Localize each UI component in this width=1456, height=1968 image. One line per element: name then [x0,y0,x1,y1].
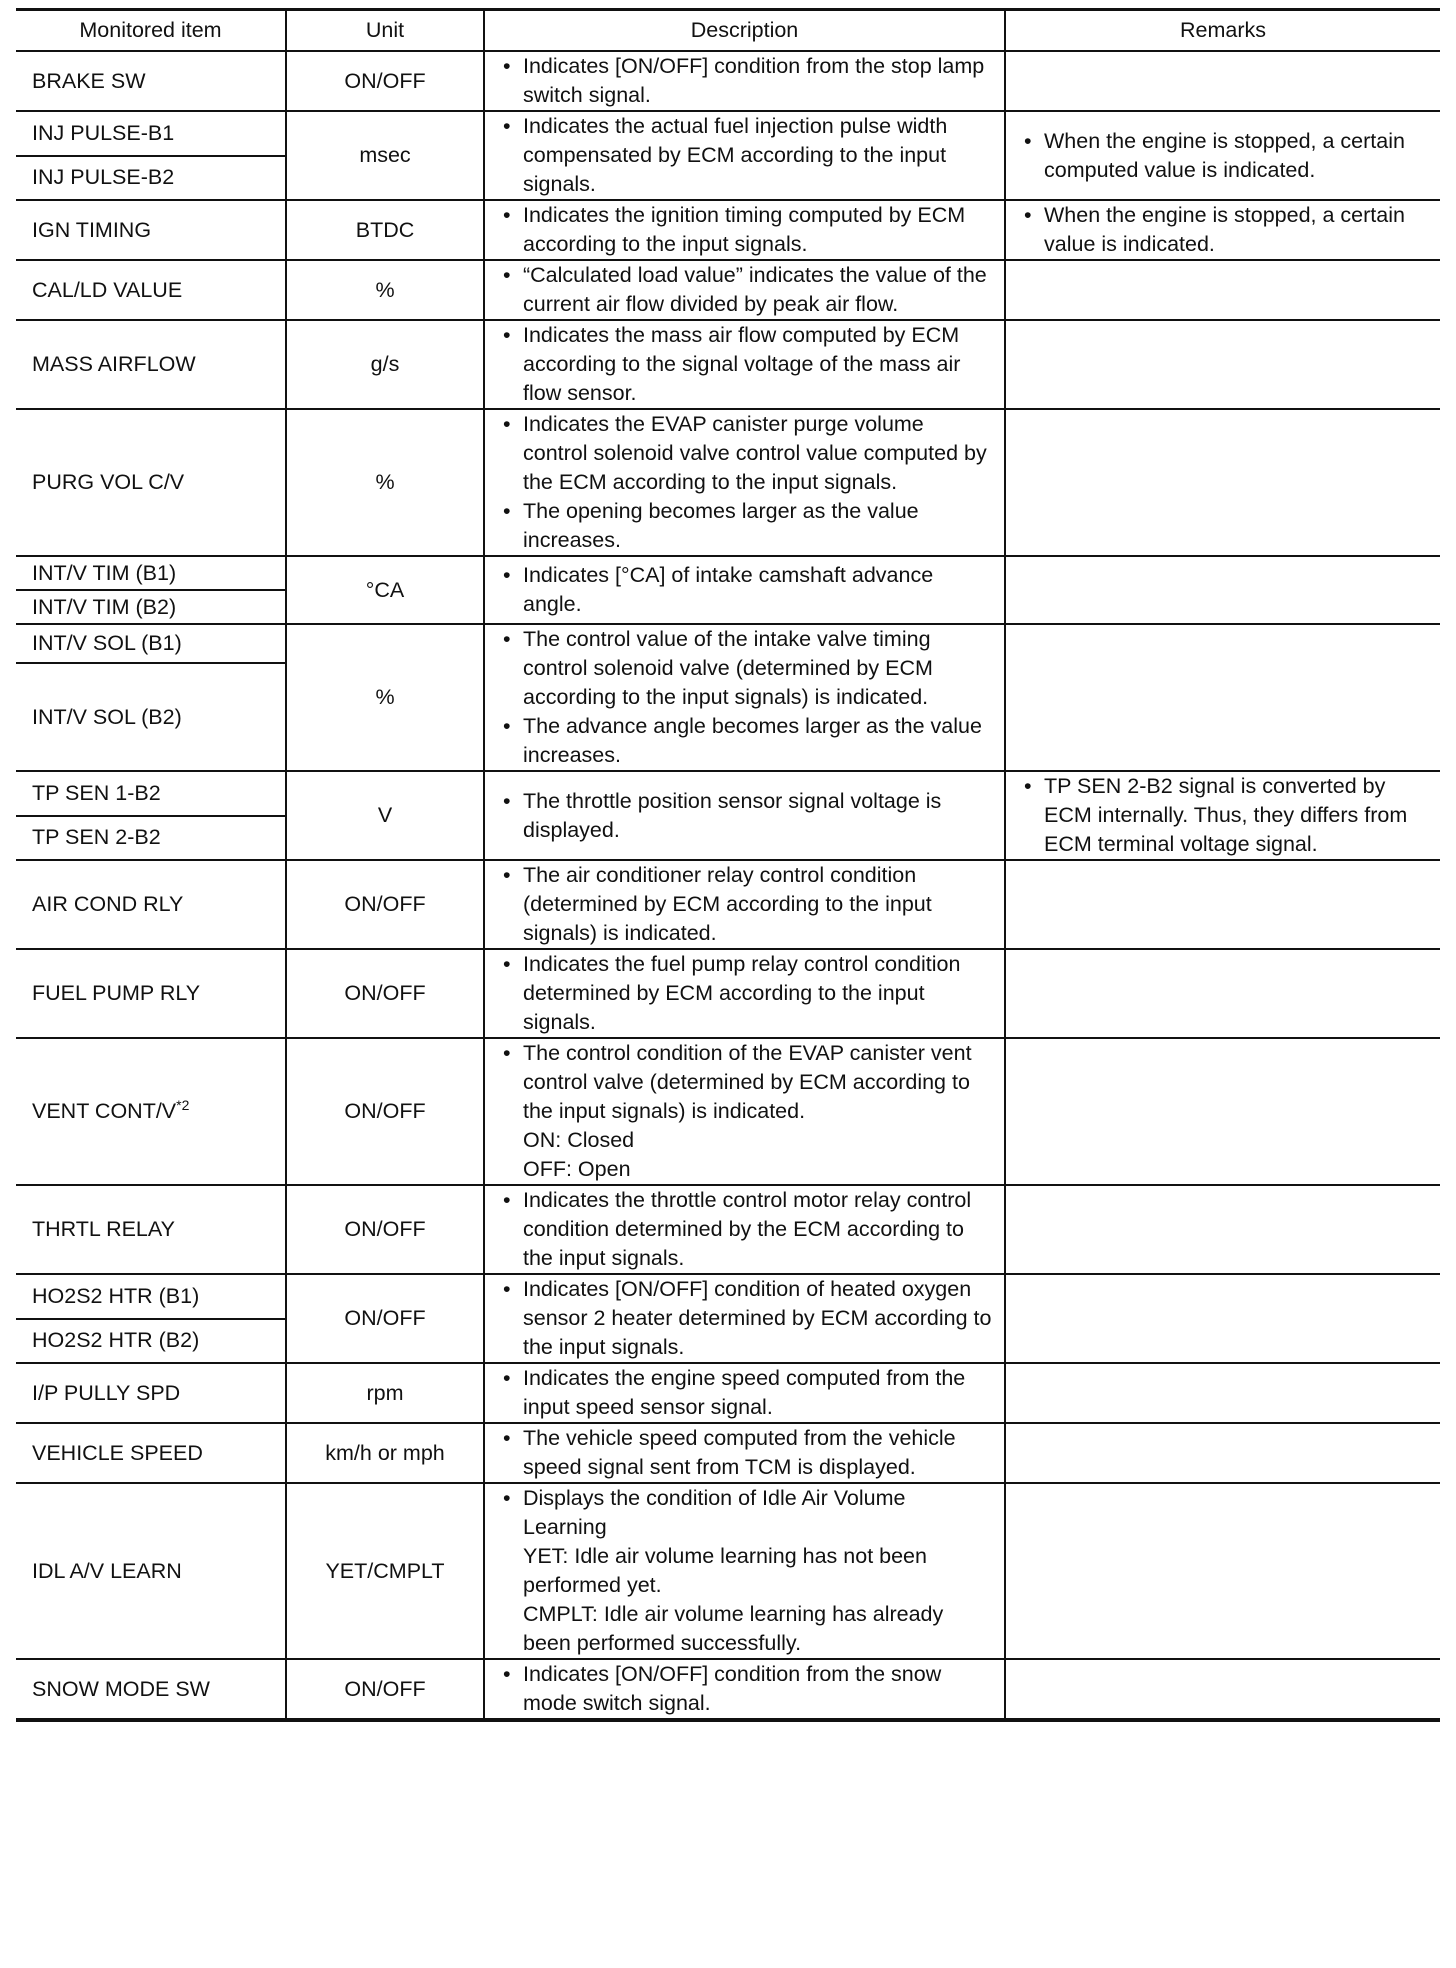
description-bullet: • The control value of the intake valve timing control solenoid valve (determined by ECM according to the input signals) is indicated. [523,625,992,712]
item-name: CAL/LD VALUE [16,260,286,320]
item-unit: ON/OFF [286,1038,484,1185]
table-row [16,320,1440,409]
item-name: IDL A/V LEARN [16,1483,286,1659]
item-name: HO2S2 HTR (B2) [16,1319,286,1364]
item-description [484,1274,1005,1363]
item-unit: rpm [286,1363,484,1423]
item-unit: YET/CMPLT [286,1483,484,1659]
item-name: IGN TIMING [16,200,286,260]
item-description [484,1038,1005,1185]
item-name [16,1038,286,1185]
item-unit: ON/OFF [286,1659,484,1720]
item-name: TP SEN 2-B2 [16,816,286,861]
description-bullet: • Indicates [ON/OFF] condition of heated oxygen sensor 2 heater determined by ECM according to the input signals. [523,1275,992,1362]
item-name: INT/V TIM (B1) [16,556,286,590]
item-remarks [1005,1483,1440,1659]
item-remarks [1005,860,1440,949]
item-description [484,771,1005,860]
item-name: AIR COND RLY [16,860,286,949]
item-name: INJ PULSE-B2 [16,156,286,201]
table-row [16,1038,1440,1185]
item-name-text: VENT CONT/V [32,1099,177,1123]
description-bullet: • Indicates the throttle control motor relay control condition determined by the ECM according to the input signals. [523,1186,992,1273]
item-remarks [1005,320,1440,409]
item-description [484,556,1005,624]
item-remarks [1005,1038,1440,1185]
description-bullet: • Indicates the fuel pump relay control condition determined by ECM according to the input signals. [523,950,992,1037]
item-name: INT/V SOL (B2) [16,663,286,771]
description-bullet: • The advance angle becomes larger as the value increases. [523,712,992,770]
description-bullet: • The air conditioner relay control condition (determined by ECM according to the input signals) is indicated. [523,861,992,948]
item-remarks [1005,200,1440,260]
item-unit: ON/OFF [286,1274,484,1363]
item-unit: ON/OFF [286,949,484,1038]
item-remarks [1005,771,1440,860]
description-bullet: • The vehicle speed computed from the vehicle speed signal sent from TCM is displayed. [523,1424,992,1482]
item-description [484,1363,1005,1423]
item-unit: ON/OFF [286,1185,484,1274]
description-off-state: OFF: Open [523,1157,631,1181]
item-remarks [1005,624,1440,771]
item-description [484,409,1005,556]
header-description: Description [484,10,1005,52]
item-remarks [1005,1659,1440,1720]
description-bullet: • Displays the condition of Idle Air Volume Learning [523,1484,992,1542]
description-bullet: • Indicates the actual fuel injection pulse width compensated by ECM according to the input signals. [523,112,992,199]
footnote-mark: *2 [176,1096,190,1113]
item-description [484,1659,1005,1720]
remarks-bullet: • TP SEN 2-B2 signal is converted by ECM internally. Thus, they differs from ECM terminal voltage signal. [1044,772,1430,859]
table-row [16,200,1440,260]
item-name: SNOW MODE SW [16,1659,286,1720]
table-row [16,409,1440,556]
description-cmplt-state: CMPLT: Idle air volume learning has already been performed successfully. [523,1602,944,1655]
description-bullet: • Indicates [°CA] of intake camshaft advance angle. [523,561,992,619]
item-description [484,624,1005,771]
table-row [16,1363,1440,1423]
item-name: INT/V TIM (B2) [16,590,286,624]
remarks-bullet: • When the engine is stopped, a certain value is indicated. [1044,201,1430,259]
item-name: INT/V SOL (B1) [16,624,286,663]
item-description [484,1483,1005,1659]
item-unit: °CA [286,556,484,624]
item-remarks [1005,409,1440,556]
table-row [16,1483,1440,1659]
item-description [484,1185,1005,1274]
item-name: BRAKE SW [16,51,286,111]
item-remarks [1005,1363,1440,1423]
item-description [484,860,1005,949]
description-yet-state: YET: Idle air volume learning has not been performed yet. [523,1544,927,1597]
item-unit: BTDC [286,200,484,260]
item-description [484,111,1005,200]
description-bullet: • Indicates [ON/OFF] condition from the stop lamp switch signal. [523,52,992,110]
item-name: MASS AIRFLOW [16,320,286,409]
item-unit: msec [286,111,484,200]
table-row [16,1185,1440,1274]
header-unit: Unit [286,10,484,52]
description-bullet: • The opening becomes larger as the value increases. [523,497,992,555]
item-description [484,320,1005,409]
table-header-row [16,10,1440,52]
description-on-state: ON: Closed [523,1128,635,1152]
table-row [16,860,1440,949]
item-name: VEHICLE SPEED [16,1423,286,1483]
item-unit: g/s [286,320,484,409]
table-row [16,771,1440,816]
table-row [16,1423,1440,1483]
item-description [484,51,1005,111]
table-row [16,1659,1440,1720]
monitored-items-table [16,8,1440,1722]
table-row [16,1274,1440,1319]
item-unit: % [286,409,484,556]
table-row [16,111,1440,156]
item-description [484,1423,1005,1483]
remarks-bullet: • When the engine is stopped, a certain computed value is indicated. [1044,127,1430,185]
description-bullet: • Indicates the EVAP canister purge volume control solenoid valve control value computed by the ECM according to the input signals. [523,410,992,497]
item-remarks [1005,1185,1440,1274]
description-bullet: • “Calculated load value” indicates the value of the current air flow divided by peak air flow. [523,261,992,319]
table-row [16,51,1440,111]
item-remarks [1005,556,1440,624]
item-name: PURG VOL C/V [16,409,286,556]
item-unit: ON/OFF [286,860,484,949]
description-bullet: • Indicates [ON/OFF] condition from the snow mode switch signal. [523,1660,992,1718]
item-remarks [1005,1423,1440,1483]
item-remarks [1005,1274,1440,1363]
description-bullet: • Indicates the engine speed computed from the input speed sensor signal. [523,1364,992,1422]
description-bullet: • The throttle position sensor signal voltage is displayed. [523,787,992,845]
item-unit: km/h or mph [286,1423,484,1483]
description-bullet: • Indicates the ignition timing computed by ECM according to the input signals. [523,201,992,259]
item-unit: % [286,624,484,771]
item-description [484,949,1005,1038]
item-unit: V [286,771,484,860]
item-description [484,200,1005,260]
table-row [16,624,1440,663]
item-description [484,260,1005,320]
item-name: INJ PULSE-B1 [16,111,286,156]
item-remarks [1005,260,1440,320]
item-remarks [1005,949,1440,1038]
table-row [16,949,1440,1038]
table-row [16,260,1440,320]
item-name: TP SEN 1-B2 [16,771,286,816]
description-bullet: • Indicates the mass air flow computed by ECM according to the signal voltage of the mass air flow sensor. [523,321,992,408]
item-remarks [1005,51,1440,111]
item-name: THRTL RELAY [16,1185,286,1274]
item-remarks [1005,111,1440,200]
item-unit: % [286,260,484,320]
item-name: HO2S2 HTR (B1) [16,1274,286,1319]
table-row [16,556,1440,590]
header-remarks: Remarks [1005,10,1440,52]
description-bullet: • The control condition of the EVAP canister vent control valve (determined by ECM according to the input signals) is indicated. [523,1039,992,1126]
header-monitored-item: Monitored item [16,10,286,52]
item-name: I/P PULLY SPD [16,1363,286,1423]
item-unit: ON/OFF [286,51,484,111]
item-name: FUEL PUMP RLY [16,949,286,1038]
